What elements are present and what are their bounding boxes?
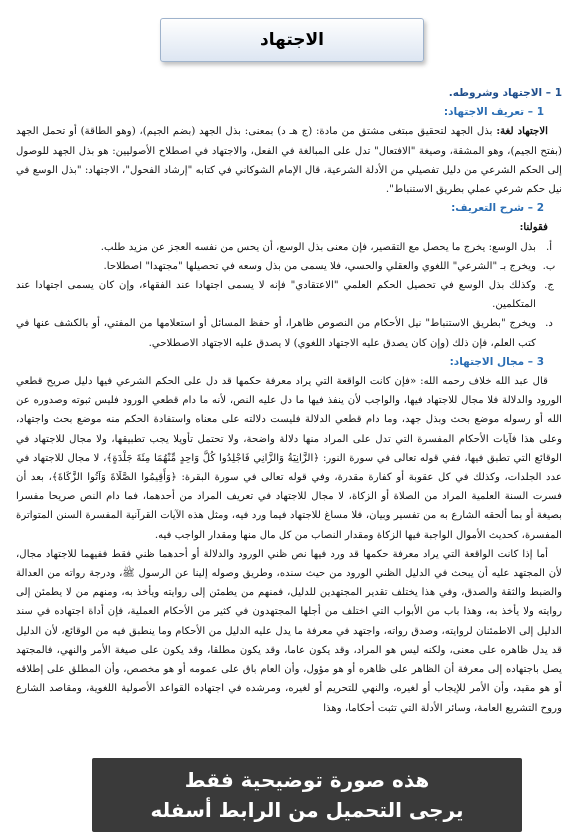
list-text: ويخرج بـ "الشرعي" اللغوي والعقلي والحسي، فلا يسمى من بذل وسعه في تحصيلها "مجتهدا" اصطلاحا. xyxy=(103,260,536,272)
scope-paragraph-2: أما إذا كانت الواقعة التي يراد معرفة حكمها قد ورد فيها نص ظني الورود والدلالة أو أحدهما ظني فقط ففيهما للاجتهاد مجال، لأن المجتهد عليه أن يبحث في الدليل الظني الورود من حيث سنده، وطريق وصوله إلينا عن الرسول ﷺ، ودرجة رواته من العدالة والضبط والثقة والصدق، وفي هذا يختلف تقدير المجتهدين للدليل، فمنهم من يطمئن إلى روايته ويأخذ به، ومنهم من لا يطمئن إلى روايته ولا يأخذ به، وهذا باب من الأبواب التي اختلف من أجلها المجتهدون في كثير من الأحكام العملية، فإن أداة اجتهاده في سند الدليل إلى الاطمئنان لروايته، وصدق رواته، واجتهد في معرفة ما يدل عليه الدليل من الأحكام وما ينطبق فيه من الوقائع، لأن الدليل قد يدل ظاهره على معنى، ولكنه ليس هو المراد، وقد يكون عاما، وقد يكون مطلقا، وقد يكون على صيغة الأمر والنهي، فالمجتهد يصل باجتهاده إلى معرفة أن الظاهر على ظاهره أو هو مؤول، وأن العام باق على عمومه أو هو مخصص، وأن المطلق على إطلاقه أو هو مقيد، وأن الأمر للإيجاب أو لغيره، والنهي للتحريم أو لغيره، ومرشده في اجتهاده القواعد الأصولية اللغوية، ومقاصد الشارع وروح التشريع العامة، وسائر الأدلة التي تثبت أحكاما، وهذا xyxy=(16,548,562,714)
title-box xyxy=(160,18,424,62)
list-item xyxy=(16,314,562,352)
scope-paragraph-1: قال عبد الله خلاف رحمه الله: «فإن كانت الواقعة التي يراد معرفة حكمها قد دل على الحكم الشرعي فيها دليل صريح قطعي الورود والدلالة فلا مجال للاجتهاد فيها، والواجب لأن ينفذ فيها ما دل عليه النص، لأنه ما دام قطعي الورود فليس ثبوته وصدوره عن الله أو رسوله موضع بحث وبذل جهد، وما دام قطعي الدلالة فليست دلالته على معناه واستفادة الحكم منه موضع بحث واجتهاد، وعلى هذا فآيات الأحكام المفسرة التي تدل على المراد منها دلالة واضحة، ولا تحتمل تأويلا يجب تطبيقها، ولا مجال للاجتهاد في الوقائع التي تطبق فيها، ففي قوله تعالى في سورة النور: ﴿الزَّانِيَةُ وَالزَّانِي فَاجْلِدُوا كُلَّ وَاحِدٍ مِّنْهُمَا مِئَةَ جَلْدَةٍ﴾، لا مجال للاجتهاد في عدد الجلدات، وكذلك في كل عقوبة أو كفارة مقدرة، وفي قوله تعالى في سورة البقرة: ﴿وَأَقِيمُوا الصَّلَاةَ وَآتُوا الزَّكَاةَ﴾، بعد أن فسرت السنة العلمية المراد من الصلاة أو الزكاة، لا مجال للاجتهاد في تعريف المراد من أحدهما، فما دام النص صريحا مفسرا بصيغة أو بما ألحقه الشارع به من تفسير وبيان، فلا مساغ للاجتهاد فيما ورد فيه، ومثل هذه الآيات القرآنية المفسرة السنن المتواترة المفسرة، كحديث الأموال الواجبة فيها الزكاة ومقدار النصاب من كل مال منها ومقدار الواجب فيه. xyxy=(16,376,562,541)
subsection-heading-explanation: 2 – شرح التعريف: xyxy=(451,202,544,215)
banner-line-2: يرجى التحميل من الرابط أسفله xyxy=(150,798,464,822)
subsection-heading-scope: 3 – مجال الاجتهاد: xyxy=(449,355,544,368)
list-marker: ج. xyxy=(544,280,554,292)
list-text: وكذلك بذل الوسع في تحصيل الحكم العلمي "الاعتقادي" فإنه لا يسمى اجتهادا عند الفقهاء، وإن كان يسمى اجتهادا عند المتكلمين. xyxy=(16,280,536,311)
list-item xyxy=(16,276,562,314)
preview-banner[interactable] xyxy=(92,758,522,832)
definition-paragraph xyxy=(16,122,562,199)
section-heading-1: 1 – الاجتهاد وشروطه. xyxy=(448,87,562,99)
list-item xyxy=(16,257,562,276)
definition-lead: الاجتهاد لغة: xyxy=(496,125,548,138)
list-marker: د. xyxy=(545,318,553,330)
list-item xyxy=(16,238,562,257)
list-text: بذل الوسع: يخرج ما يحصل مع التقصير، فإن معنى بذل الوسع، أن يحس من نفسه العجز عن مزيد طلب. xyxy=(100,241,536,253)
explanation-intro: فقولنا: xyxy=(519,221,548,234)
list-marker: ب. xyxy=(542,260,556,272)
list-marker: أ. xyxy=(545,241,553,253)
subsection-heading-definition: 1 – تعريف الاجتهاد: xyxy=(443,106,544,119)
list-text: ويخرج "بطريق الاستنباط" نيل الأحكام من النصوص ظاهرا، أو حفظ المسائل أو استعلامها من المفتي، أو بالكشف عنها في كتب العلم، فإن ذلك (وإن كان يصدق عليه الاجتهاد اللغوي) لا يصدق عليه الاجتهاد الاصطلاحي. xyxy=(16,318,536,349)
definition-text: بذل الجهد لتحقيق مبتغى مشتق من مادة: (ج هـ د) بمعنى: بذل الجهد (بضم الجيم)، (وهو الطاقة) أو تحمل الجهد (بفتح الجيم)، وهو المشقة، وصيغة "الافتعال" تدل على المبالغة في الفعل، والاجتهاد في اصطلاح الأصوليين: هو بذل الجهد للوصول إلى الحكم الشرعي من دليل تفصيلي من الأدلة الشرعية، قال الإمام الشوكاني في كتابه "إرشاد الفحول"، الاجتهاد: "بذل الوسع في نيل حكم شرعي عملي بطريق الاستنباط". xyxy=(16,126,562,196)
banner-line-1: هذه صورة توضيحية فقط xyxy=(184,768,430,792)
page-title: الاجتهاد xyxy=(260,30,325,50)
document-body xyxy=(16,84,562,718)
